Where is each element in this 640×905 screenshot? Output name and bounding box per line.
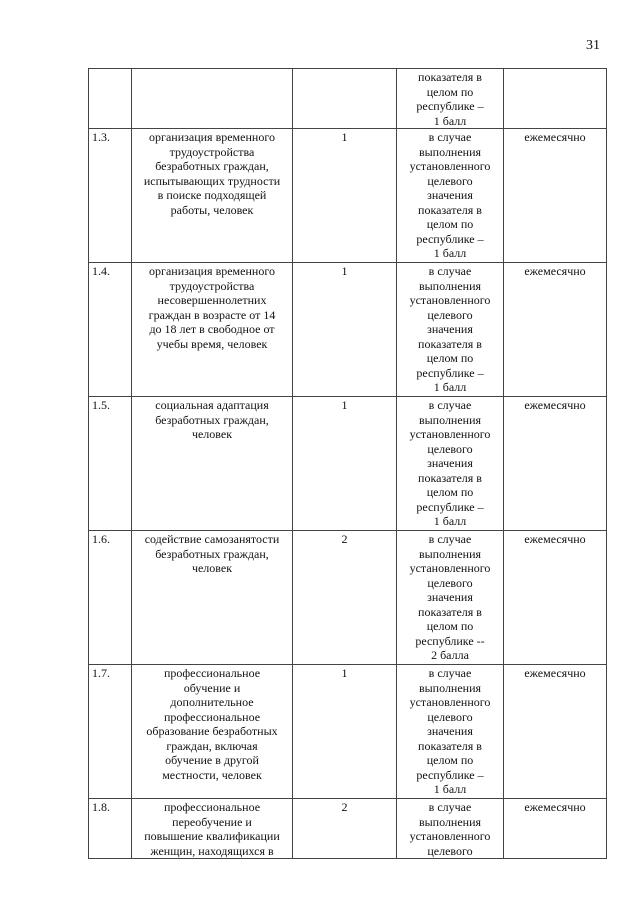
reporting-frequency: ежемесячно	[524, 398, 586, 412]
indicator-name: профессиональное обучение и дополнительное профессиональное образование безработных граждан, включая обучение в другой местности, человек	[146, 666, 278, 782]
score-value: 1	[341, 398, 348, 412]
indicator-name: организация временного трудоустройства несовершеннолетних граждан в возрасте от 14 до 18 лет в свободное от учебы время, человек	[148, 264, 276, 351]
row-number-cell	[89, 531, 132, 665]
reporting-frequency-cell	[504, 665, 607, 799]
score-condition: в случае выполнения установленного целевого	[409, 800, 491, 858]
row-number-cell	[89, 397, 132, 531]
score-value: 1	[341, 264, 348, 278]
table-body	[89, 69, 607, 859]
score-condition-cell	[397, 531, 504, 665]
reporting-frequency-cell	[504, 263, 607, 397]
row-number-cell	[89, 799, 132, 859]
row-number-cell	[89, 129, 132, 263]
table-row	[89, 531, 607, 665]
indicator-name-cell	[132, 665, 293, 799]
page-number: 31	[586, 38, 600, 53]
indicator-name-cell	[132, 129, 293, 263]
indicator-name-cell	[132, 69, 293, 129]
score-value-cell	[293, 263, 397, 397]
score-value: 2	[341, 532, 348, 546]
score-condition: в случае выполнения установленного целевого значения показателя в целом по республике – 1 балл	[409, 398, 491, 528]
indicator-name-cell	[132, 397, 293, 531]
row-number-cell	[89, 665, 132, 799]
row-number: 1.3.	[92, 130, 110, 144]
row-number: 1.5.	[92, 398, 110, 412]
row-number-cell	[89, 263, 132, 397]
reporting-frequency-cell	[504, 129, 607, 263]
score-value-cell	[293, 665, 397, 799]
score-value-cell	[293, 531, 397, 665]
score-condition: в случае выполнения установленного целевого значения показателя в целом по республике – 1 балл	[409, 264, 491, 394]
indicator-name-cell	[132, 799, 293, 859]
reporting-frequency-cell	[504, 531, 607, 665]
score-condition-cell	[397, 129, 504, 263]
indicator-name: профессиональное переобучение и повышение квалификации женщин, находящихся в	[144, 800, 280, 858]
reporting-frequency-cell	[504, 69, 607, 129]
row-number: 1.4.	[92, 264, 110, 278]
indicators-table	[88, 68, 607, 859]
score-condition-cell	[397, 665, 504, 799]
row-number: 1.7.	[92, 666, 110, 680]
score-condition-cell	[397, 263, 504, 397]
table-row	[89, 397, 607, 531]
indicator-name: содействие самозанятости безработных граждан, человек	[144, 532, 280, 575]
reporting-frequency-cell	[504, 397, 607, 531]
score-value: 1	[341, 666, 348, 680]
table-row	[89, 129, 607, 263]
score-value-cell	[293, 799, 397, 859]
reporting-frequency: ежемесячно	[524, 264, 586, 278]
score-condition: показателя в целом по республике – 1 балл	[416, 70, 484, 128]
indicator-name-cell	[132, 263, 293, 397]
reporting-frequency: ежемесячно	[524, 130, 586, 144]
reporting-frequency: ежемесячно	[524, 666, 586, 680]
indicator-name: организация временного трудоустройства безработных граждан, испытывающих трудности в поиске подходящей работы, человек	[143, 130, 281, 217]
score-condition-cell	[397, 69, 504, 129]
reporting-frequency-cell	[504, 799, 607, 859]
score-condition-cell	[397, 397, 504, 531]
score-value: 1	[341, 130, 348, 144]
indicator-name: социальная адаптация безработных граждан, человек	[155, 398, 269, 441]
score-value-cell	[293, 397, 397, 531]
score-condition-cell	[397, 799, 504, 859]
reporting-frequency: ежемесячно	[524, 800, 586, 814]
indicator-name-cell	[132, 531, 293, 665]
score-condition: в случае выполнения установленного целевого значения показателя в целом по республике -- 2 балла	[409, 532, 491, 662]
row-number: 1.8.	[92, 800, 110, 814]
table-row	[89, 665, 607, 799]
table-row	[89, 69, 607, 129]
reporting-frequency: ежемесячно	[524, 532, 586, 546]
score-value-cell	[293, 129, 397, 263]
score-condition: в случае выполнения установленного целевого значения показателя в целом по республике – 1 балл	[409, 666, 491, 796]
score-value-cell	[293, 69, 397, 129]
row-number-cell	[89, 69, 132, 129]
table-row	[89, 799, 607, 859]
score-condition: в случае выполнения установленного целевого значения показателя в целом по республике – 1 балл	[409, 130, 491, 260]
table-row	[89, 263, 607, 397]
row-number: 1.6.	[92, 532, 110, 546]
score-value: 2	[341, 800, 348, 814]
